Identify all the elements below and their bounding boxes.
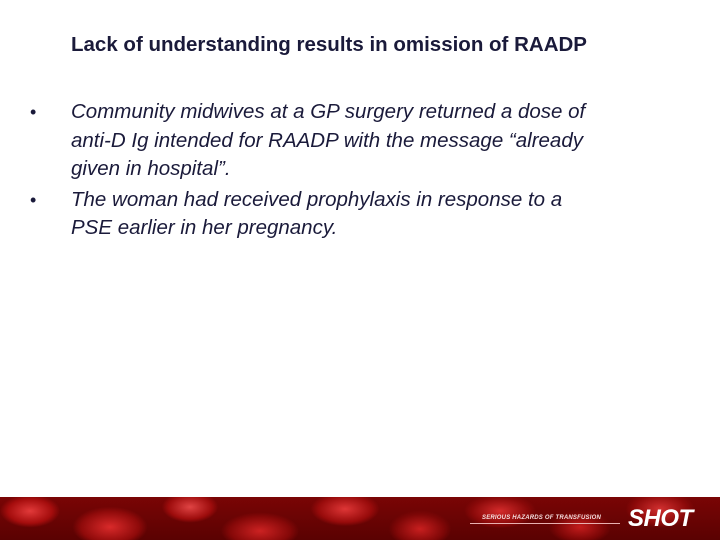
bullet-item bbox=[30, 186, 690, 243]
slide-title: Lack of understanding results in omission of RAADP bbox=[71, 33, 587, 56]
shot-logo: SHOT bbox=[628, 505, 693, 532]
bullet-marker: • bbox=[30, 189, 37, 210]
bullet-marker: • bbox=[30, 102, 37, 122]
bullet-line: PSE earlier in her pregnancy. bbox=[71, 216, 338, 239]
footer-banner bbox=[0, 497, 720, 540]
bullet-list bbox=[30, 98, 690, 245]
footer-divider bbox=[470, 523, 620, 524]
bullet-line: Community midwives at a GP surgery returned a dose of bbox=[71, 100, 586, 123]
footer-tagline: SERIOUS HAZARDS OF TRANSFUSION bbox=[482, 515, 602, 521]
bullet-line: given in hospital”. bbox=[71, 157, 231, 180]
bullet-line: anti-D Ig intended for RAADP with the message “already bbox=[71, 128, 583, 152]
bullet-line: The woman had received prophylaxis in response to a bbox=[71, 187, 563, 211]
bullet-item bbox=[30, 98, 690, 184]
